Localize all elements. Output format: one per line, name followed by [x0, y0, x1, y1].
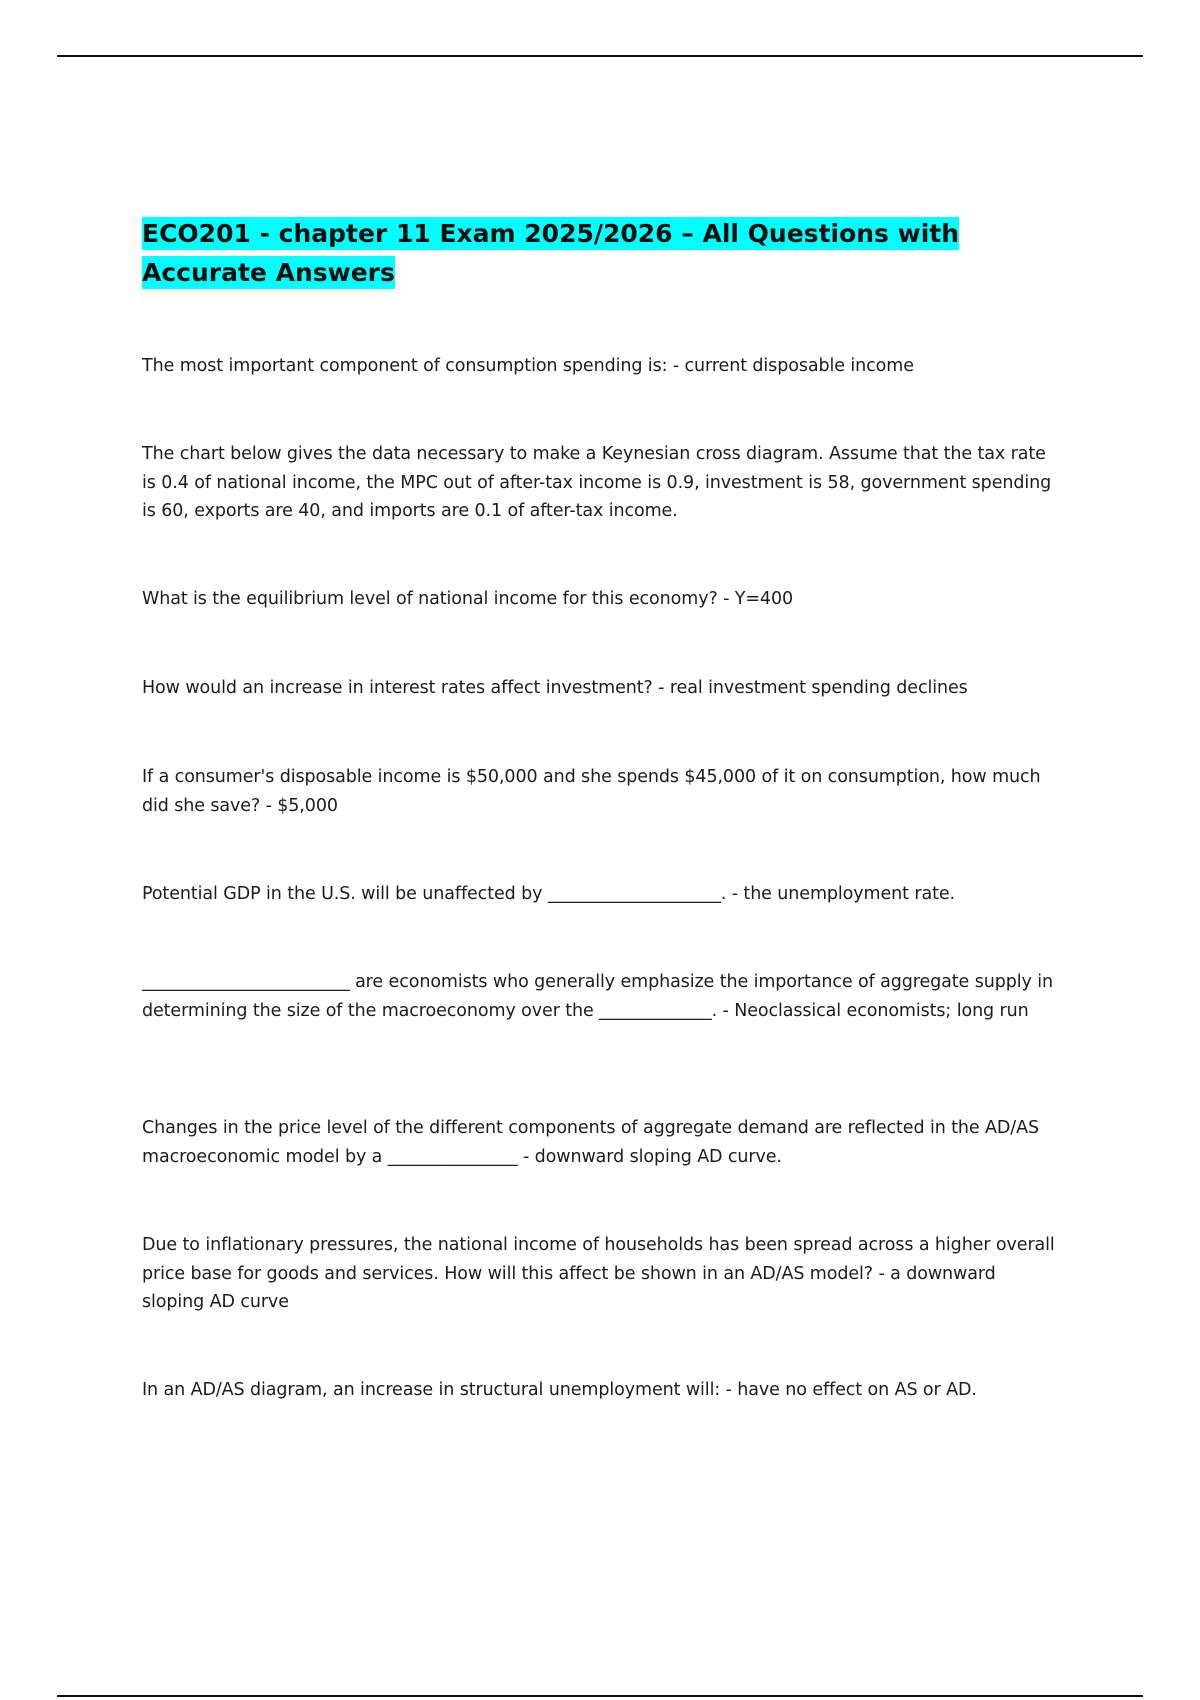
document-title	[142, 214, 1042, 292]
qa-item-9: Due to inflationary pressures, the national income of households has been spread across a higher overall price base for goods and services. How will this affect be shown in an AD/AS model? - a downward sloping AD curve	[142, 1235, 1055, 1312]
title-highlight: ECO201 - chapter 11 Exam 2025/2026 – All Questions with Accurate Answers	[142, 219, 960, 287]
qa-item-5: If a consumer's disposable income is $50,000 and she spends $45,000 of it on consumption, how much did she save? - $5,000	[142, 767, 1041, 816]
qa-item-7: ________________________ are economists who generally emphasize the importance of aggregate supply in determining the size of the macroeconomy over the _____________. - Neoclassical economists; long run	[142, 972, 1053, 1021]
qa-item-2: The chart below gives the data necessary to make a Keynesian cross diagram. Assume that the tax rate is 0.4 of national income, the MPC out of after-tax income is 0.9, investment is 58, government spending is 60, exports are 40, and imports are 0.1 of after-tax income.	[142, 444, 1052, 521]
qa-item-6: Potential GDP in the U.S. will be unaffected by ____________________. - the unemployment rate.	[142, 884, 955, 904]
qa-item-8: Changes in the price level of the different components of aggregate demand are reflected in the AD/AS macroeconomic model by a _______________ - downward sloping AD curve.	[142, 1118, 1039, 1167]
qa-item-1: The most important component of consumption spending is: - current disposable income	[142, 356, 914, 376]
qa-item-3: What is the equilibrium level of national income for this economy? - Y=400	[142, 589, 794, 609]
qa-item-4: How would an increase in interest rates affect investment? - real investment spending declines	[142, 678, 968, 698]
footer-rule	[57, 1695, 1143, 1697]
header-rule	[57, 55, 1143, 57]
qa-item-10: In an AD/AS diagram, an increase in structural unemployment will: - have no effect on AS or AD.	[142, 1380, 977, 1400]
